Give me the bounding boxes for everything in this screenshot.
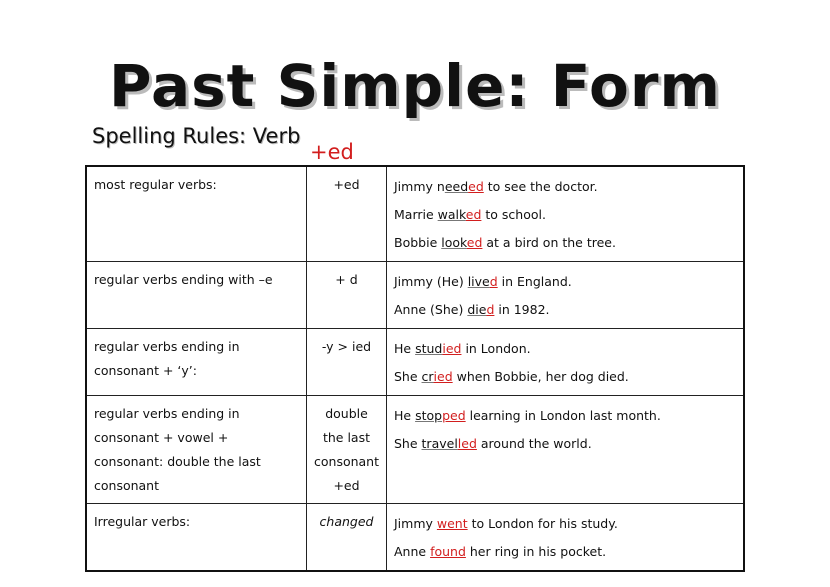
verb-stem: travel xyxy=(421,436,458,451)
verb-stem: live xyxy=(467,274,490,289)
sentence-text: She xyxy=(394,369,422,384)
sentence-text: Anne (She) xyxy=(394,302,468,317)
subtitle-suffix: +ed xyxy=(310,140,354,164)
sentence-text: to see the doctor. xyxy=(483,179,598,194)
examples-cell xyxy=(387,166,745,262)
sentence-text: in 1982. xyxy=(494,302,550,317)
examples-cell xyxy=(387,262,745,329)
form-cell: changed xyxy=(307,504,387,572)
verb-stem: eed xyxy=(444,179,469,194)
sentence-text: She xyxy=(394,436,422,451)
verb-ending: led xyxy=(457,436,477,451)
sentence-text: Anne xyxy=(394,544,431,559)
verb-stem: stud xyxy=(415,341,443,356)
form-cell: double the last consonant +ed xyxy=(307,396,387,504)
verb-stem: look xyxy=(441,235,467,250)
verb-ending: found xyxy=(430,544,466,559)
table-row xyxy=(86,166,744,262)
example-sentence xyxy=(394,430,736,458)
example-sentence xyxy=(394,335,736,363)
table-row xyxy=(86,396,744,504)
form-cell: + d xyxy=(307,262,387,329)
sentence-text: to school. xyxy=(481,207,546,222)
verb-stem: cr xyxy=(421,369,434,384)
example-sentence xyxy=(394,402,736,430)
examples-cell xyxy=(387,504,745,572)
example-sentence xyxy=(394,538,736,566)
verb-ending: went xyxy=(436,516,468,531)
table-row xyxy=(86,504,744,572)
sentence-text: Jimmy xyxy=(394,516,437,531)
sentence-text: around the world. xyxy=(476,436,592,451)
examples-cell xyxy=(387,396,745,504)
sentence-text: Jimmy n xyxy=(394,179,445,194)
verb-ending: ed xyxy=(465,207,482,222)
verb-stem: die xyxy=(467,302,487,317)
example-sentence xyxy=(394,201,736,229)
verb-stem: stop xyxy=(415,408,443,423)
example-sentence xyxy=(394,363,736,391)
form-cell: -y > ied xyxy=(307,329,387,396)
rule-cell: Irregular verbs: xyxy=(86,504,307,572)
sentence-text: Bobbie xyxy=(394,235,442,250)
sentence-text: He xyxy=(394,408,416,423)
sentence-text: in London. xyxy=(461,341,531,356)
subtitle: Spelling Rules: Verb xyxy=(92,124,301,148)
sentence-text: in England. xyxy=(497,274,572,289)
verb-stem: walk xyxy=(437,207,466,222)
sentence-text: Marrie xyxy=(394,207,438,222)
example-sentence xyxy=(394,268,736,296)
form-cell: +ed xyxy=(307,166,387,262)
example-sentence xyxy=(394,173,736,201)
sentence-text: when Bobbie, her dog died. xyxy=(452,369,629,384)
sentence-text: learning in London last month. xyxy=(465,408,661,423)
verb-ending: ed xyxy=(466,235,483,250)
rule-cell: regular verbs ending in consonant + vowel + consonant: double the last consonant xyxy=(86,396,307,504)
rule-cell: most regular verbs: xyxy=(86,166,307,262)
verb-ending: ped xyxy=(442,408,466,423)
sentence-text: to London for his study. xyxy=(467,516,618,531)
sentence-text: He xyxy=(394,341,416,356)
sentence-text: at a bird on the tree. xyxy=(482,235,616,250)
page-title: Past Simple: Form xyxy=(109,52,721,120)
verb-ending: d xyxy=(489,274,498,289)
example-sentence xyxy=(394,229,736,257)
verb-ending: ied xyxy=(442,341,462,356)
examples-cell xyxy=(387,329,745,396)
example-sentence xyxy=(394,510,736,538)
sentence-text: Jimmy (He) xyxy=(394,274,468,289)
rule-cell: regular verbs ending with –e xyxy=(86,262,307,329)
sentence-text: her ring in his pocket. xyxy=(465,544,607,559)
table-row xyxy=(86,262,744,329)
verb-ending: ied xyxy=(433,369,453,384)
table-row xyxy=(86,329,744,396)
verb-ending: ed xyxy=(468,179,484,194)
rule-cell: regular verbs ending in consonant + ‘y’: xyxy=(86,329,307,396)
example-sentence xyxy=(394,296,736,324)
spelling-rules-table xyxy=(85,165,745,572)
verb-ending: d xyxy=(486,302,495,317)
